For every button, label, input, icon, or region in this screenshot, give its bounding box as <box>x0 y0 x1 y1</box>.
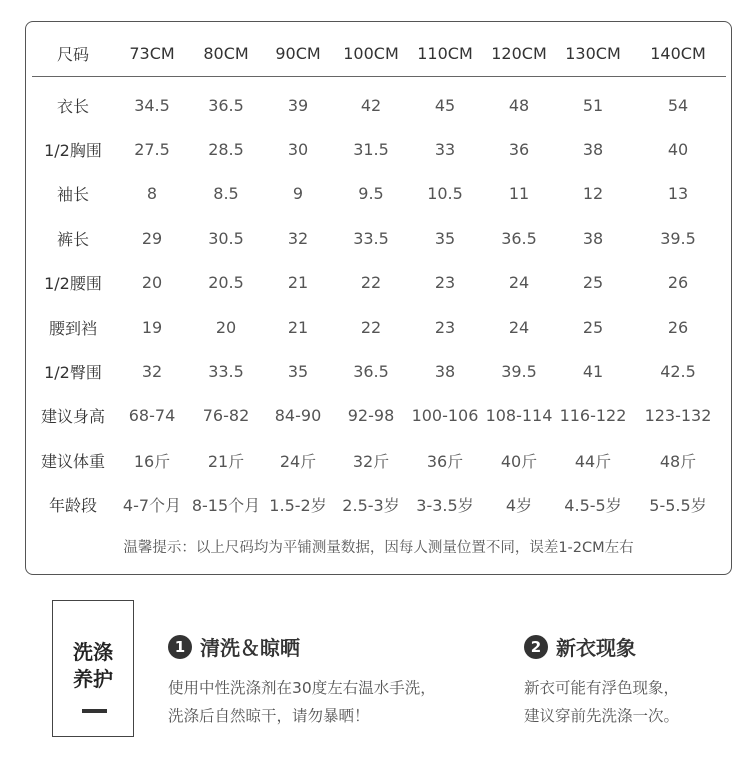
table-cell: 26 <box>667 317 689 337</box>
table-cell: 42 <box>360 95 382 115</box>
table-cell: 84-90 <box>274 406 322 426</box>
table-cell: 24斤 <box>279 451 317 471</box>
table-cell: 21 <box>287 317 309 337</box>
table-cell: 4-7个月 <box>122 496 182 516</box>
table-cell: 24 <box>508 273 530 293</box>
table-cell: 35 <box>287 362 309 382</box>
table-cell: 8 <box>146 184 158 204</box>
header-size-cell: 140CM <box>630 30 726 77</box>
table-cell: 23 <box>434 317 456 337</box>
row-label: 1/2臀围 <box>44 363 102 383</box>
table-cell: 2.5-3岁 <box>342 496 400 516</box>
table-cell: 21 <box>287 273 309 293</box>
table-cell: 13 <box>667 184 689 204</box>
header-size-cell: 110CM <box>408 30 482 77</box>
table-cell: 68-74 <box>128 406 176 426</box>
table-cell: 19 <box>141 317 163 337</box>
table-row <box>32 438 726 482</box>
header-size-cell: 130CM <box>556 30 630 77</box>
table-cell: 34.5 <box>134 95 170 115</box>
table-row <box>32 483 726 527</box>
table-cell: 9.5 <box>358 184 384 204</box>
table-cell: 8-15个月 <box>191 496 261 516</box>
table-cell: 8.5 <box>213 184 239 204</box>
table-cell: 3-3.5岁 <box>416 496 474 516</box>
care-section-title: 清洗＆晾晒 <box>200 636 300 660</box>
row-label: 腰到裆 <box>48 318 97 338</box>
row-label: 1/2胸围 <box>44 141 102 161</box>
size-chart-panel <box>25 21 732 575</box>
table-cell: 48 <box>508 95 530 115</box>
table-row <box>32 216 726 260</box>
table-cell: 40斤 <box>500 451 538 471</box>
header-size-label: 尺码 <box>32 30 114 77</box>
table-row <box>32 127 726 171</box>
number-badge-1: 1 <box>168 635 192 659</box>
care-title-line1: 洗涤 <box>73 640 113 664</box>
table-cell: 32斤 <box>352 451 390 471</box>
table-cell: 25 <box>582 273 604 293</box>
table-cell: 10.5 <box>427 184 463 204</box>
header-size-cell: 73CM <box>114 30 190 77</box>
header-size-cell: 120CM <box>482 30 556 77</box>
table-cell: 21斤 <box>207 451 245 471</box>
care-text-line: 使用中性洗涤剂在30度左右温水手洗， <box>168 679 436 697</box>
table-cell: 24 <box>508 317 530 337</box>
table-cell: 23 <box>434 273 456 293</box>
size-table <box>32 30 726 527</box>
table-cell: 33 <box>434 140 456 160</box>
header-size-cell: 90CM <box>262 30 334 77</box>
table-cell: 76-82 <box>202 406 250 426</box>
table-cell: 54 <box>667 95 689 115</box>
care-text-line: 建议穿前先洗涤一次。 <box>524 707 680 725</box>
table-cell: 51 <box>582 95 604 115</box>
table-cell: 27.5 <box>134 140 170 160</box>
table-cell: 116-122 <box>559 406 627 426</box>
table-cell: 39.5 <box>501 362 537 382</box>
table-cell: 28.5 <box>208 140 244 160</box>
number-badge-2: 2 <box>524 635 548 659</box>
table-cell: 12 <box>582 184 604 204</box>
table-cell: 38 <box>434 362 456 382</box>
header-size-cell: 100CM <box>334 30 408 77</box>
table-cell: 25 <box>582 317 604 337</box>
table-row <box>32 77 726 128</box>
table-cell: 92-98 <box>347 406 395 426</box>
table-cell: 35 <box>434 228 456 248</box>
table-cell: 29 <box>141 228 163 248</box>
table-cell: 22 <box>360 273 382 293</box>
care-text-line: 新衣可能有浮色现象， <box>524 679 680 697</box>
table-cell: 123-132 <box>644 406 712 426</box>
table-cell: 30.5 <box>208 228 244 248</box>
table-cell: 36.5 <box>501 228 537 248</box>
table-cell: 4.5-5岁 <box>564 496 622 516</box>
table-cell: 48斤 <box>659 451 697 471</box>
table-row <box>32 172 726 216</box>
care-title <box>53 639 133 693</box>
table-row <box>32 261 726 305</box>
table-cell: 38 <box>582 228 604 248</box>
table-cell: 40 <box>667 140 689 160</box>
row-label: 裤长 <box>56 229 89 249</box>
table-cell: 32 <box>141 362 163 382</box>
table-cell: 20 <box>215 317 237 337</box>
table-cell: 42.5 <box>660 362 696 382</box>
care-section-title: 新衣现象 <box>556 636 636 660</box>
table-cell: 36 <box>508 140 530 160</box>
table-cell: 1.5-2岁 <box>269 496 327 516</box>
table-cell: 44斤 <box>574 451 612 471</box>
care-title-line2: 养护 <box>73 667 113 691</box>
row-label: 年龄段 <box>48 496 97 516</box>
table-cell: 4岁 <box>505 496 533 516</box>
table-cell: 36.5 <box>208 95 244 115</box>
table-cell: 45 <box>434 95 456 115</box>
row-label: 建议体重 <box>40 451 105 471</box>
table-row <box>32 394 726 438</box>
table-cell: 11 <box>508 184 530 204</box>
table-cell: 26 <box>667 273 689 293</box>
table-cell: 36.5 <box>353 362 389 382</box>
table-cell: 20.5 <box>208 273 244 293</box>
table-row <box>32 349 726 393</box>
table-cell: 32 <box>287 228 309 248</box>
table-cell: 39.5 <box>660 228 696 248</box>
table-cell: 36斤 <box>426 451 464 471</box>
table-cell: 5-5.5岁 <box>649 496 707 516</box>
measurement-tip: 温馨提示：以上尺码均为平铺测量数据，因每人测量位置不同，误差1-2CM左右 <box>123 540 634 556</box>
table-cell: 41 <box>582 362 604 382</box>
table-cell: 31.5 <box>353 140 389 160</box>
row-label: 建议身高 <box>40 407 105 427</box>
table-cell: 38 <box>582 140 604 160</box>
table-cell: 30 <box>287 140 309 160</box>
table-cell: 22 <box>360 317 382 337</box>
care-section-wash <box>168 632 436 730</box>
row-label: 衣长 <box>56 96 89 116</box>
care-text-line: 洗涤后自然晾干，请勿暴晒！ <box>168 707 370 725</box>
care-dash <box>82 709 107 713</box>
table-cell: 33.5 <box>208 362 244 382</box>
row-label: 1/2腰围 <box>44 274 102 294</box>
table-row <box>32 305 726 349</box>
header-size-cell: 80CM <box>190 30 262 77</box>
table-cell: 20 <box>141 273 163 293</box>
table-cell: 33.5 <box>353 228 389 248</box>
table-cell: 108-114 <box>485 406 553 426</box>
row-label: 袖长 <box>56 185 89 205</box>
care-section-new-clothes <box>524 632 679 730</box>
table-cell: 9 <box>292 184 304 204</box>
table-header-row <box>32 30 726 77</box>
table-cell: 100-106 <box>411 406 479 426</box>
table-cell: 39 <box>287 95 309 115</box>
table-cell: 16斤 <box>133 451 171 471</box>
care-label-box <box>52 600 134 737</box>
